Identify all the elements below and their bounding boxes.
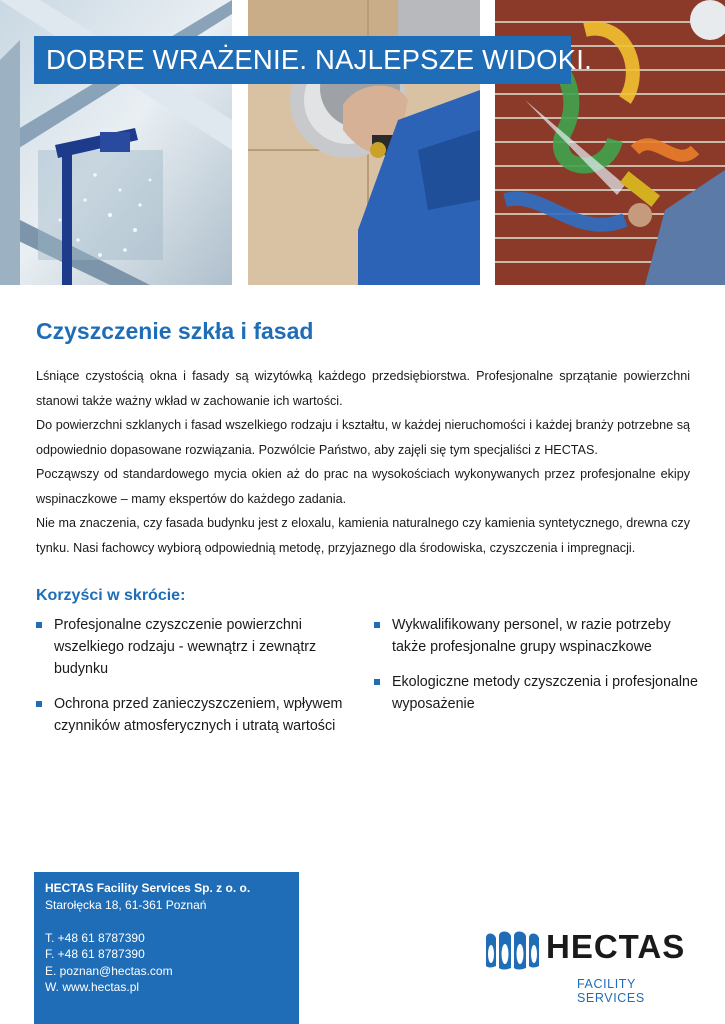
benefit-text: Ekologiczne metody czyszczenia i profesjonalne wyposażenie <box>392 674 698 712</box>
banner-title: DOBRE WRAŻENIE. NAJLEPSZE WIDOKI. <box>34 36 571 84</box>
benefit-item <box>374 614 699 658</box>
benefit-text: Profesjonalne czyszczenie powierzchni wszelkiego rodzaju - wewnątrz i zewnątrz budynku <box>54 617 317 677</box>
benefit-item <box>36 614 356 680</box>
benefit-text: Ochrona przed zanieczyszczeniem, wpływem czynników atmosferycznych i utratą wartości <box>54 696 343 734</box>
intro-paragraph: Do powierzchni szklanych i fasad wszelkiego rodzaju i kształtu, w każdej nieruchomości i każdej branży potrzebne są odpowiednio dopasowane rozwiązania. Pozwólcie Państwo, aby zajęli się tym specjaliści z HECTAS. <box>36 418 690 457</box>
benefit-text: Wykwalifikowany personel, w razie potrzeby także profesjonalne grupy wspinaczkowe <box>392 617 671 655</box>
email-address: E. poznan@hectas.com <box>45 963 173 978</box>
intro-paragraph: Począwszy od standardowego mycia okien aż do prac na wysokościach wykonywanych przez profesjonalne ekipy wspinaczkowe – mamy ekspertów do każdego zadania. <box>36 467 690 506</box>
fax-number: F. +48 61 8787390 <box>45 947 145 961</box>
logo-tagline: FACILITY SERVICES <box>577 977 645 1005</box>
benefits-list-left <box>36 614 356 750</box>
benefits-heading: Korzyści w skrócie: <box>36 587 186 604</box>
benefit-item <box>374 671 699 715</box>
benefits-list-right <box>374 614 699 728</box>
benefit-item <box>36 693 356 737</box>
website-address: W. www.hectas.pl <box>45 980 140 994</box>
company-name: HECTAS Facility Services Sp. z o. o. <box>45 881 251 895</box>
section-heading: Czyszczenie szkła i fasad <box>36 318 314 344</box>
company-address: Starołęcka 18, 61-361 Poznań <box>45 897 207 912</box>
phone-number: T. +48 61 8787390 <box>45 930 145 945</box>
bullet-square-icon <box>36 701 42 707</box>
contact-box <box>34 872 299 1024</box>
intro-paragraph: Nie ma znaczenia, czy fasada budynku jest z eloxalu, kamienia naturalnego czy kamienia syntetycznego, drewna czy tynku. Nasi fachowcy wybiorą odpowiednią metodę, przyjaznego dla środowiska, czyszczenia i impregnacji. <box>36 516 690 555</box>
hectas-logo <box>484 928 694 1005</box>
bullet-square-icon <box>36 622 42 628</box>
logo-name: HECTAS <box>546 928 686 965</box>
intro-paragraph: Lśniące czystością okna i fasady są wizytówką każdego przedsiębiorstwa. Profesjonalne sprzątanie powierzchni stanowi także ważny wkład w zachowanie ich wartości. <box>36 369 690 408</box>
bullet-square-icon <box>374 622 380 628</box>
penguins-logo-icon <box>484 930 540 970</box>
bullet-square-icon <box>374 679 380 685</box>
intro-text <box>36 364 690 560</box>
